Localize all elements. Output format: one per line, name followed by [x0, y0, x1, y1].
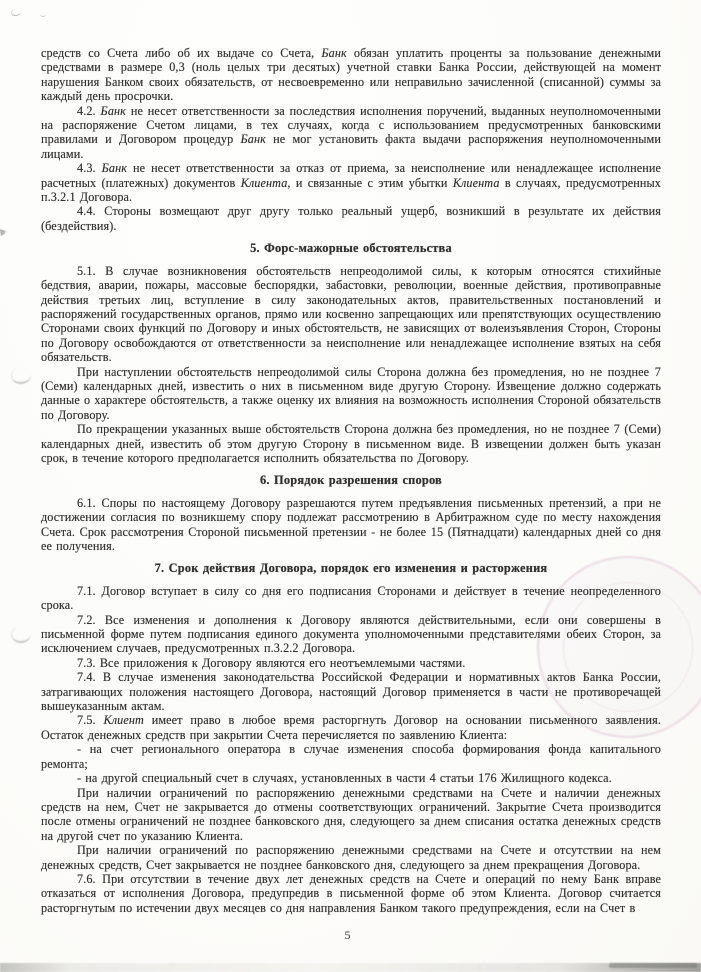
scan-crescent-mark-icon	[10, 366, 32, 385]
paragraph	[41, 613, 661, 656]
scan-speck-icon	[11, 8, 22, 16]
scan-edge-smudge	[609, 963, 697, 968]
paragraph	[41, 422, 661, 465]
defined-term: Клиента	[452, 175, 500, 190]
paragraph-text: 7.4. В случае изменения законодательства Российской Федерации и нормативных актов Банка России, затрагивающих положения настоящего Договора, настоящий Договор применяется в части не противоречащей вышеуказанным актам.	[41, 670, 661, 714]
scan-crescent-mark-icon	[10, 625, 31, 643]
paragraph	[41, 204, 661, 233]
paragraph-text: При наличии ограничений по распоряжению денежными средствами на Счете и отсутствии на нем денежных средств, Счет закрывается не позднее банковского дня, следующего за днем прекращения Договора.	[41, 843, 661, 872]
paragraph-text: 7.1. Договор вступает в силу со дня его подписания Сторонами и действует в течение неопределенного срока.	[41, 583, 661, 613]
paragraph	[41, 264, 661, 365]
paragraph-text: 7.6. При отсутствии в течение двух лет денежных средств на Счете и операций по нему Банк вправе отказаться от исполнения Договора, предупредив в письменной форме об этом Клиента. Договор считается расторгнутым по истечении двух месяцев со дня направления Банком такого предупреждения, если на Счет в	[41, 871, 661, 915]
paragraph-text: имеет право в любое время расторгнуть Договор на основании письменного заявления. Остаток денежных средств при закрытии Счета перечисляется по заявлению Клиента:	[41, 713, 662, 742]
section-heading: 6. Порядок разрешения споров	[260, 473, 442, 488]
paragraph-text: , и связанные с этим убытки	[287, 175, 453, 190]
scan-edge-shadow	[0, 963, 701, 972]
paragraph-text: - на счет регионального оператора в случае изменения способа формирования фонда капитального ремонта;	[41, 742, 661, 771]
paragraph-text: 7.2. Все изменения и дополнения к Договору являются действительными, если они совершены в письменной форме путем подписания единого документа уполномоченными представителями обеих Сторон, за исключением случаев, предусмотренных п.3.2.2 Договора.	[41, 612, 661, 656]
paragraph-text: 4.3.	[77, 161, 102, 176]
paragraph	[41, 104, 661, 162]
page-number: 5	[344, 928, 351, 942]
paragraph-text: - на другой специальный счет в случаях, установленных в части 4 статьи 176 Жилищного кодекса.	[77, 771, 612, 786]
paragraph	[41, 742, 661, 771]
defined-term: Банк	[321, 46, 347, 60]
paragraph-text: При наступлении обстоятельств непреодолимой силы Сторона должна без промедления, но не позднее 7 (Семи) календарных дней, известить о них в письменном виде другую Сторону. Извещение должно содержать данные о характере обстоятельств, а также оценку их влияния на возможность исполнения Стороной обязательств по Договору.	[41, 364, 661, 422]
paragraph	[41, 46, 661, 104]
section-heading: 7. Срок действия Договора, порядок его изменения и расторжения	[154, 561, 548, 576]
paragraph-text: средств со Счета либо об их выдаче со Счета,	[41, 46, 322, 60]
paragraph-text: 7.3. Все приложения к Договору являются его неотъемлемыми частями.	[77, 655, 466, 670]
paragraph	[41, 365, 661, 423]
defined-term: Клиента	[240, 175, 288, 190]
scan-speck-icon	[40, 11, 46, 17]
defined-term: Банк	[100, 103, 126, 118]
paragraph	[41, 872, 661, 915]
defined-term: Клиент	[103, 713, 144, 728]
paragraph-text: не несет ответственности за отказ от приема, за неисполнение или ненадлежащее исполнение расчетных (платежных) документов	[41, 161, 661, 190]
paragraph-text: 4.4. Стороны возмещают друг другу только реальный ущерб, возникший в результате их действия (бездействия).	[41, 204, 661, 233]
paragraph	[41, 496, 661, 554]
paragraph-text: По прекращении указанных выше обстоятельств Сторона должна без промедления, но не позднее 7 (Семи) календарных дней, известить об этом другую Сторону в письменном виде. В извещении должен быть указан срок, в течение которого предполагается исполнить обязательства по Договору.	[41, 422, 661, 465]
paragraph-text: не мог установить факта выдачи распоряжения неуполномоченными лицами.	[41, 132, 661, 161]
document-body	[41, 46, 661, 915]
defined-term: Банк	[101, 161, 128, 176]
paragraph	[41, 656, 661, 670]
paragraph-text: 7.5.	[77, 713, 104, 728]
paragraph	[41, 584, 661, 613]
paragraph	[41, 786, 661, 844]
defined-term: Банк	[240, 132, 266, 147]
paragraph-text: в случаях, предусмотренных п.3.2.1 Договора.	[41, 175, 661, 205]
section-heading: 5. Форс-мажорные обстоятельства	[250, 241, 452, 256]
scan-tick-mark-icon	[0, 228, 9, 236]
paragraph	[41, 161, 661, 204]
paragraph	[41, 670, 661, 713]
paragraph-text: 4.2.	[77, 103, 101, 118]
paragraph-text: обязан уплатить проценты за пользование денежными средствами в размере 0,3 (ноль целых три десятых) учетной ставки Банка России, действующей на момент нарушения Банком своих обязательств, от несвоевременно или неправильно зачисленной (списанной) суммы за каждый день просрочки.	[41, 46, 661, 104]
paragraph-text: 6.1. Споры по настоящему Договору разрешаются путем предъявления письменных претензий, а при не достижении согласия по возникшему спору подлежат рассмотрению в Арбитражном суде по месту нахождения Счета. Срок рассмотрения Стороной письменной претензии - не более 15 (Пятнадцати) календарных дней со дня ее получения.	[41, 495, 661, 553]
paragraph-text: не несет ответственности за последствия исполнения поручений, выданных неуполномоченными на распоряжение Счетом лицами, в тех случаях, когда с использованием предусмотренных банковскими правилами и Договором процедур	[41, 103, 661, 147]
paragraph-text: При наличии ограничений по распоряжению денежными средствами на Счете и наличии денежных средств на нем, Счет не закрывается до отмены соответствующих ограничений. Закрытие Счета производится после отмены ограничений не позднее банковского дня, следующего за днем списания остатка денежных средств на другой счет по указанию Клиента.	[41, 785, 661, 843]
paragraph	[41, 843, 661, 872]
paragraph	[41, 771, 661, 785]
paragraph	[41, 713, 661, 742]
paragraph-text: 5.1. В случае возникновения обстоятельств непреодолимой силы, к которым относятся стихийные бедствия, аварии, пожары, массовые беспорядки, забастовки, революции, военные действия, противоправные действия третьих лиц, вступление в силу законодательных актов, правительственных постановлений и распоряжений государственных органов, прямо или косвенно запрещающих или препятствующих осуществлению Сторонами своих функций по Договору и иных обстоятельств, не зависящих от волеизъявления Сторон, Стороны по Договору освобождаются от ответственности за неисполнение или ненадлежащее исполнение взятых на себя обязательств.	[41, 263, 661, 365]
